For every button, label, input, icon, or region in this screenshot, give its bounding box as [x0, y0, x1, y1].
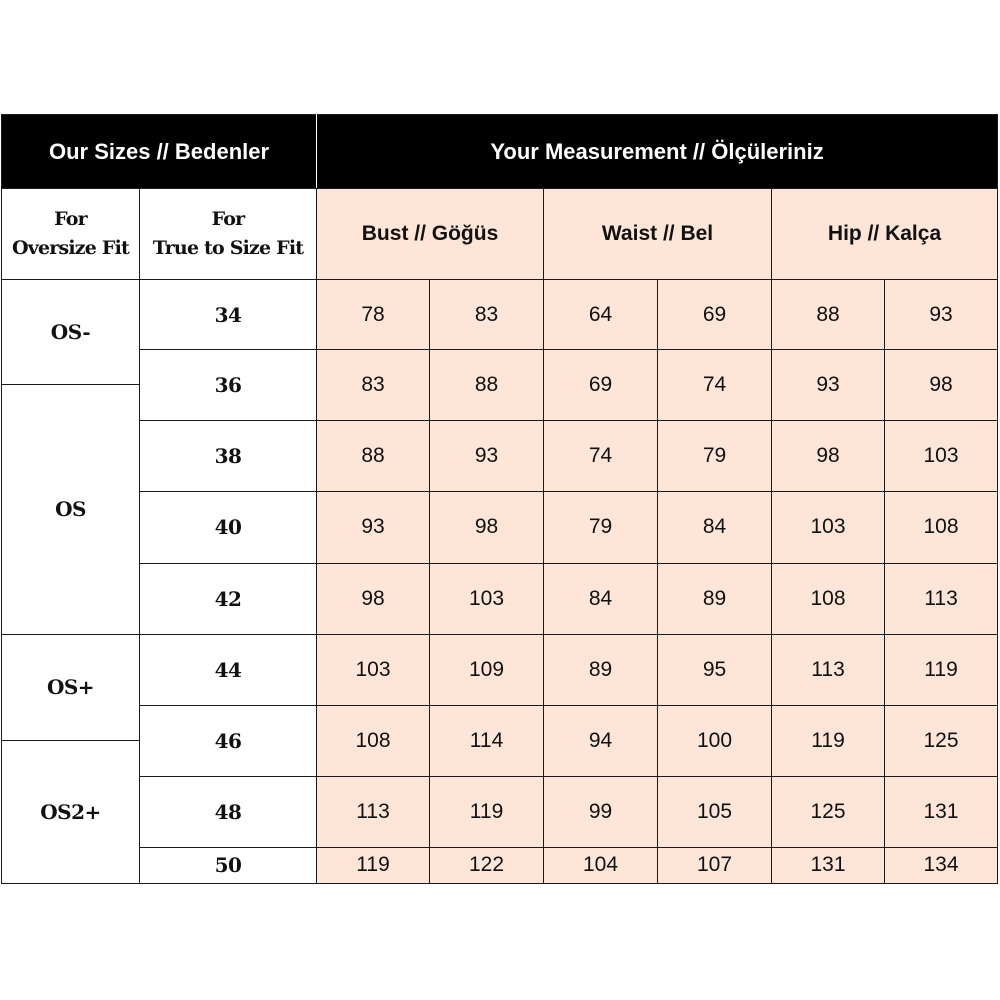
bust-min-cell: 78 — [317, 280, 430, 350]
waist-max-cell: 79 — [658, 421, 772, 492]
hip-min-cell: 113 — [772, 634, 885, 705]
bust-min-cell: 93 — [317, 492, 430, 563]
bust-max-cell: 114 — [430, 705, 544, 776]
hip-min-cell: 108 — [772, 563, 885, 634]
size-chart-table — [1, 114, 998, 884]
bust-min-cell: 88 — [317, 421, 430, 492]
bust-min-cell: 98 — [317, 563, 430, 634]
bust-max-cell: 109 — [430, 634, 544, 705]
oversize-fit-header — [2, 189, 140, 280]
hip-max-cell: 98 — [885, 350, 998, 421]
hip-max-cell: 119 — [885, 634, 998, 705]
table-half-row — [2, 847, 998, 865]
true-size-fit-line2: True to Size Fit — [152, 237, 304, 260]
hip-max-cell: 93 — [885, 280, 998, 350]
waist-min-cell: 84 — [544, 563, 658, 634]
true-size-cell: 38 — [140, 421, 317, 492]
waist-max-cell: 69 — [658, 280, 772, 350]
waist-max-cell: 89 — [658, 563, 772, 634]
waist-max-cell: 107 — [658, 847, 772, 883]
waist-max-cell: 95 — [658, 634, 772, 705]
true-size-cell: 48 — [140, 776, 317, 847]
waist-min-cell: 104 — [544, 847, 658, 883]
true-size-cell: 42 — [140, 563, 317, 634]
bust-max-cell: 98 — [430, 492, 544, 563]
true-size-cell: 40 — [140, 492, 317, 563]
bust-min-cell: 103 — [317, 634, 430, 705]
hip-max-cell: 103 — [885, 421, 998, 492]
waist-min-cell: 99 — [544, 776, 658, 847]
bust-max-cell: 88 — [430, 350, 544, 421]
hip-max-cell: 125 — [885, 705, 998, 776]
bust-min-cell: 108 — [317, 705, 430, 776]
bust-min-cell: 119 — [317, 847, 430, 883]
measurement-header: Your Measurement // Ölçüleriniz — [317, 115, 998, 189]
waist-min-cell: 94 — [544, 705, 658, 776]
true-size-fit-line1: For — [211, 207, 245, 230]
bust-min-cell: 113 — [317, 776, 430, 847]
table-half-row — [2, 634, 998, 669]
table-header-row — [2, 115, 998, 189]
hip-max-cell: 108 — [885, 492, 998, 563]
true-size-fit-header — [140, 189, 317, 280]
waist-min-cell: 79 — [544, 492, 658, 563]
waist-max-cell: 100 — [658, 705, 772, 776]
table-half-row — [2, 280, 998, 315]
hip-min-cell: 93 — [772, 350, 885, 421]
oversize-fit-line2: Oversize Fit — [12, 237, 129, 260]
table-subheader-row — [2, 189, 998, 280]
os-size-cell: OS+ — [2, 634, 140, 740]
hip-min-cell: 131 — [772, 847, 885, 883]
table-half-row — [2, 421, 998, 456]
waist-min-cell: 74 — [544, 421, 658, 492]
hip-max-cell: 113 — [885, 563, 998, 634]
os-size-cell: OS — [2, 385, 140, 634]
hip-max-cell: 134 — [885, 847, 998, 883]
our-sizes-header: Our Sizes // Bedenler — [2, 115, 317, 189]
bust-header: Bust // Göğüs — [317, 189, 544, 280]
true-size-cell: 36 — [140, 350, 317, 421]
waist-min-cell: 64 — [544, 280, 658, 350]
os-size-cell: OS2+ — [2, 740, 140, 883]
true-size-cell: 50 — [140, 847, 317, 883]
size-rows — [2, 280, 998, 884]
bust-max-cell: 93 — [430, 421, 544, 492]
table-half-row — [2, 563, 998, 598]
oversize-fit-line1: For — [54, 207, 87, 230]
hip-max-cell: 131 — [885, 776, 998, 847]
bust-max-cell: 122 — [430, 847, 544, 883]
waist-header: Waist // Bel — [544, 189, 772, 280]
bust-max-cell: 119 — [430, 776, 544, 847]
table-half-row — [2, 350, 998, 385]
bust-min-cell: 83 — [317, 350, 430, 421]
hip-min-cell: 103 — [772, 492, 885, 563]
hip-header: Hip // Kalça — [772, 189, 998, 280]
hip-min-cell: 119 — [772, 705, 885, 776]
hip-min-cell: 98 — [772, 421, 885, 492]
table-half-row — [2, 705, 998, 740]
true-size-cell: 34 — [140, 280, 317, 350]
bust-max-cell: 103 — [430, 563, 544, 634]
bust-max-cell: 83 — [430, 280, 544, 350]
os-size-cell: OS- — [2, 280, 140, 385]
table-half-row — [2, 776, 998, 811]
waist-max-cell: 84 — [658, 492, 772, 563]
waist-max-cell: 105 — [658, 776, 772, 847]
waist-min-cell: 89 — [544, 634, 658, 705]
waist-max-cell: 74 — [658, 350, 772, 421]
hip-min-cell: 88 — [772, 280, 885, 350]
table-half-row — [2, 492, 998, 527]
true-size-cell: 44 — [140, 634, 317, 705]
waist-min-cell: 69 — [544, 350, 658, 421]
true-size-cell: 46 — [140, 705, 317, 776]
hip-min-cell: 125 — [772, 776, 885, 847]
